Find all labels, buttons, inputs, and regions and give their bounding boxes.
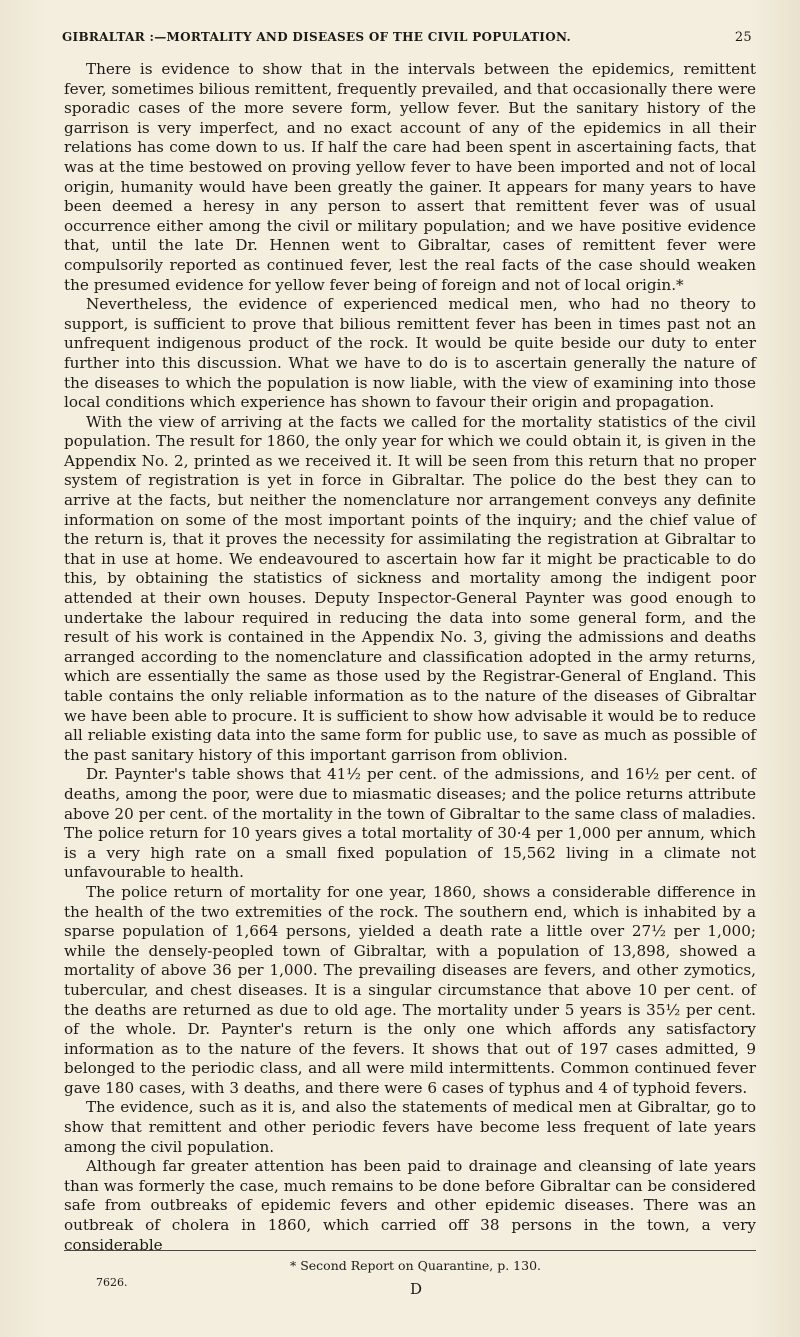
paragraph: Nevertheless, the evidence of experienced medical men, who had no theory to support, is sufficient to prove that bilious remittent fever has been in times past not an unfrequent indigenous product of the rock. It would be quite beside our duty to enter further into this discussion. What we have to do is to ascertain generally the nature of the diseases to which the population is now liable, with the view of examining into those local conditions which experience has shown to favour their origin and propagation.	[64, 295, 756, 412]
running-title: GIBRALTAR :—MORTALITY AND DISEASES OF THE CIVIL POPULATION.	[62, 30, 571, 44]
printer-signature-code: 7626.	[96, 1276, 128, 1289]
paragraph: The evidence, such as it is, and also the statements of medical men at Gibraltar, go to show that remittent and other periodic fevers have become less frequent of late years among the civil population.	[64, 1098, 756, 1156]
page-header	[62, 30, 752, 50]
body-text	[64, 60, 756, 1255]
paragraph: The police return of mortality for one year, 1860, shows a considerable difference in the health of the two extremities of the rock. The southern end, which is inhabited by a sparse population of 1,664 persons, yielded a death rate a little over 27½ per 1,000; while the densely-peopled town of Gibraltar, with a population of 13,898, showed a mortality of above 36 per 1,000. The prevailing diseases are fevers, and other zymotics, tubercular, and chest diseases. It is a singular circumstance that above 10 per cent. of the deaths are returned as due to old age. The mortality under 5 years is 35½ per cent. of the whole. Dr. Paynter's return is the only one which affords any satisfactory information as to the nature of the fevers. It shows that out of 197 cases admitted, 9 belonged to the periodic class, and all were mild intermittents. Common continued fever gave 180 cases, with 3 deaths, and there were 6 cases of typhus and 4 of typhoid fevers.	[64, 882, 756, 1097]
paragraph: With the view of arriving at the facts we called for the mortality statistics of the civil population. The result for 1860, the only year for which we could obtain it, is given in the Appendix No. 2, printed as we received it. It will be seen from this return that no proper system of registration is yet in force in Gibraltar. The police do the best they can to arrive at the facts, but neither the nomenclature nor arrangement conveys any definite information on some of the most important points of the inquiry; and the chief value of the return is, that it proves the necessity for assimilating the registration at Gibraltar to that in use at home. We endeavoured to ascertain how far it might be practicable to do this, by obtaining the statistics of sickness and mortality among the indigent poor attended at their own houses. Deputy Inspector-General Paynter was good enough to undertake the labour required in reducing the data into some general form, and the result of his work is contained in the Appendix No. 3, giving the admissions and deaths arranged according to the nomenclature and classification adopted in the army returns, which are essentially the same as those used by the Registrar-General of England. This table contains the only reliable information as to the nature of the diseases of Gibraltar we have been able to procure. It is sufficient to show how advisable it would be to reduce all reliable existing data into the same form for public use, to save as much as possible of the past sanitary history of this important garrison from oblivion.	[64, 412, 756, 764]
gathering-signature-letter: D	[410, 1280, 423, 1298]
paragraph: Although far greater attention has been paid to drainage and cleansing of late years than was formerly the case, much remains to be done before Gibraltar can be considered safe from outbreaks of epidemic fevers and other epidemic diseases. There was an outbreak of cholera in 1860, which carried off 38 persons in the town, a very considerable	[64, 1157, 756, 1254]
paragraph: There is evidence to show that in the intervals between the epidemics, remittent fever, sometimes bilious remittent, frequently prevailed, and that occasionally there were sporadic cases of the more severe form, yellow fever. But the sanitary history of the garrison is very imperfect, and no exact account of any of the epidemics in all their relations has come down to us. If half the care had been spent in ascertaining facts, that was at the time bestowed on proving yellow fever to have been imported and not of local origin, humanity would have been greatly the gainer. It appears for many years to have been deemed a heresy in any person to assert that remittent fever was of usual occurrence either among the civil or military population; and we have positive evidence that, until the late Dr. Hennen went to Gibraltar, cases of remittent fever were compulsorily reported as continued fever, lest the real facts of the case should weaken the presumed evidence for yellow fever being of foreign and not of local origin.*	[64, 60, 756, 294]
footnote: * Second Report on Quarantine, p. 130.	[290, 1258, 542, 1273]
paragraph: Dr. Paynter's table shows that 41½ per cent. of the admissions, and 16½ per cent. of deaths, among the poor, were due to miasmatic diseases; and the police returns attribute above 20 per cent. of the mortality in the town of Gibraltar to the same class of maladies. The police return for 10 years gives a total mortality of 30·4 per 1,000 per annum, which is a very high rate on a small fixed population of 15,562 living in a climate not unfavourable to health.	[64, 765, 756, 882]
page-number: 25	[734, 30, 752, 45]
footnote-divider	[64, 1250, 756, 1251]
